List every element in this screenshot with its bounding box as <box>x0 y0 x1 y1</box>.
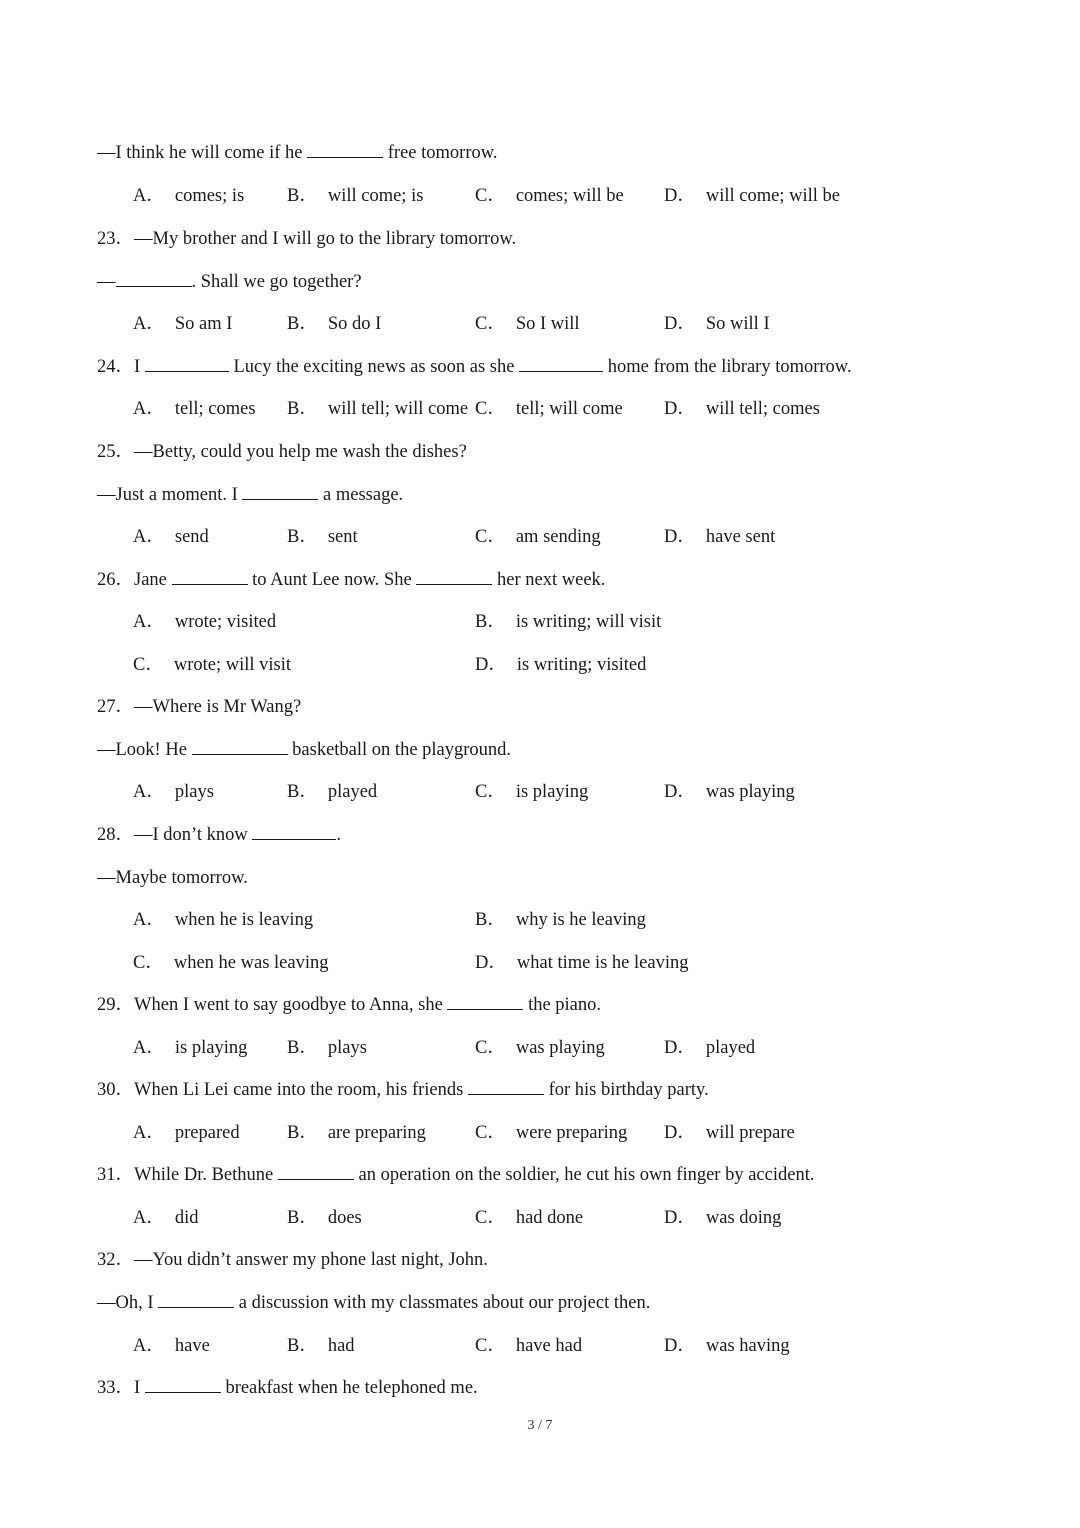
q32-option-a[interactable]: A． have <box>133 1336 210 1356</box>
q25-options <box>133 525 1033 549</box>
q23-reply: — . Shall we go together? <box>97 272 362 292</box>
q27-options <box>133 780 1033 804</box>
q22-option-d[interactable]: D． will come; will be <box>664 186 840 206</box>
q22-option-c[interactable]: C． comes; will be <box>475 186 624 206</box>
q22-options <box>133 184 1033 208</box>
q28-option-c[interactable]: C． when he was leaving <box>133 953 329 973</box>
q26-option-b[interactable]: B． is writing; will visit <box>475 612 662 632</box>
answer-blank <box>192 738 288 755</box>
q25-option-b[interactable]: B． sent <box>287 527 358 547</box>
q28-options-row2 <box>133 951 1033 975</box>
q23-option-b[interactable]: B． So do I <box>287 314 382 334</box>
q32-reply: —Oh, I a discussion with my classmates about our project then. <box>97 1293 651 1313</box>
q28-reply: —Maybe tomorrow. <box>97 868 248 888</box>
q24-option-c[interactable]: C． tell; will come <box>475 399 623 419</box>
q30-option-b[interactable]: B． are preparing <box>287 1123 426 1143</box>
q27-stem: 27．—Where is Mr Wang? <box>97 697 302 717</box>
answer-blank <box>145 355 229 372</box>
question-number: 24． <box>97 357 135 377</box>
answer-blank <box>447 993 523 1010</box>
q22-text: free tomorrow. <box>383 143 498 163</box>
question-number: 33． <box>97 1378 135 1398</box>
q23-option-a[interactable]: A． So am I <box>133 314 233 334</box>
q32-option-b[interactable]: B． had <box>287 1336 355 1356</box>
q25-reply: —Just a moment. I a message. <box>97 485 404 505</box>
q22-text: —I think he will come if he <box>97 143 308 163</box>
question-number: 32． <box>97 1250 135 1270</box>
answer-blank <box>307 141 383 158</box>
q32-stem: 32．—You didn’t answer my phone last night, John. <box>97 1250 488 1270</box>
q28-option-d[interactable]: D． what time is he leaving <box>475 953 689 973</box>
q25-option-a[interactable]: A． send <box>133 527 209 547</box>
q30-option-a[interactable]: A． prepared <box>133 1123 240 1143</box>
q22-option-b[interactable]: B． will come; is <box>287 186 424 206</box>
answer-blank <box>116 270 192 287</box>
q23-text: —My brother and I will go to the library tomorrow. <box>134 229 517 249</box>
q32-options <box>133 1334 1033 1358</box>
answer-blank <box>416 568 492 585</box>
q30-option-c[interactable]: C． were preparing <box>475 1123 628 1143</box>
q24-stem: 24．I Lucy the exciting news as soon as she home from the library tomorrow. <box>97 357 852 377</box>
q28-options-row1 <box>133 908 1033 932</box>
q29-option-c[interactable]: C． was playing <box>475 1038 605 1058</box>
q27-option-b[interactable]: B． played <box>287 782 378 802</box>
q28-option-b[interactable]: B． why is he leaving <box>475 910 646 930</box>
q22-line <box>97 141 498 165</box>
q26-options-row2 <box>133 653 1033 677</box>
q33-stem: 33．I breakfast when he telephoned me. <box>97 1378 478 1398</box>
answer-blank <box>468 1078 544 1095</box>
q31-option-a[interactable]: A． did <box>133 1208 199 1228</box>
q32-option-c[interactable]: C． have had <box>475 1336 583 1356</box>
q29-options <box>133 1036 1033 1060</box>
answer-blank <box>158 1291 234 1308</box>
q26-option-d[interactable]: D． is writing; visited <box>475 655 647 675</box>
question-number: 31． <box>97 1165 135 1185</box>
question-number: 25． <box>97 442 135 462</box>
page-number: 3 / 7 <box>527 1418 553 1433</box>
q28-stem: 28．—I don’t know . <box>97 825 342 845</box>
q22-option-a[interactable]: A． comes; is <box>133 186 245 206</box>
answer-blank <box>252 823 336 840</box>
q29-option-d[interactable]: D． played <box>664 1038 756 1058</box>
q24-options <box>133 397 1033 421</box>
q31-option-b[interactable]: B． does <box>287 1208 362 1228</box>
q28-option-a[interactable]: A． when he is leaving <box>133 910 314 930</box>
q27-option-c[interactable]: C． is playing <box>475 782 589 802</box>
q24-option-b[interactable]: B． will tell; will come <box>287 399 469 419</box>
answer-blank <box>172 568 248 585</box>
q27-option-a[interactable]: A． plays <box>133 782 214 802</box>
q31-option-d[interactable]: D． was doing <box>664 1208 782 1228</box>
question-number: 29． <box>97 995 135 1015</box>
q29-stem: 29．When I went to say goodbye to Anna, she the piano. <box>97 995 602 1015</box>
q26-stem: 26．Jane to Aunt Lee now. She her next week. <box>97 570 606 590</box>
question-number: 28． <box>97 825 135 845</box>
q29-option-a[interactable]: A． is playing <box>133 1038 248 1058</box>
answer-blank <box>519 355 603 372</box>
q31-stem: 31．While Dr. Bethune an operation on the soldier, he cut his own finger by accident. <box>97 1165 815 1185</box>
q25-option-d[interactable]: D． have sent <box>664 527 776 547</box>
answer-blank <box>145 1376 221 1393</box>
question-number: 27． <box>97 697 135 717</box>
q30-options <box>133 1121 1033 1145</box>
q24-option-d[interactable]: D． will tell; comes <box>664 399 820 419</box>
answer-blank <box>242 483 318 500</box>
answer-blank <box>278 1163 354 1180</box>
question-number: 26． <box>97 570 135 590</box>
question-number: 30． <box>97 1080 135 1100</box>
q26-option-c[interactable]: C． wrote; will visit <box>133 655 292 675</box>
q29-option-b[interactable]: B． plays <box>287 1038 367 1058</box>
q26-option-a[interactable]: A． wrote; visited <box>133 612 277 632</box>
q30-stem: 30．When Li Lei came into the room, his friends for his birthday party. <box>97 1080 709 1100</box>
q30-option-d[interactable]: D． will prepare <box>664 1123 795 1143</box>
q27-option-d[interactable]: D． was playing <box>664 782 795 802</box>
q32-option-d[interactable]: D． was having <box>664 1336 790 1356</box>
q24-option-a[interactable]: A． tell; comes <box>133 399 256 419</box>
q31-option-c[interactable]: C． had done <box>475 1208 584 1228</box>
q26-options-row1 <box>133 610 1033 634</box>
q23-stem <box>97 227 516 251</box>
q23-option-d[interactable]: D． So will I <box>664 314 770 334</box>
question-number: 23． <box>97 229 135 249</box>
q23-option-c[interactable]: C． So I will <box>475 314 580 334</box>
q25-option-c[interactable]: C． am sending <box>475 527 601 547</box>
q23-options <box>133 312 1033 336</box>
q25-stem: 25．—Betty, could you help me wash the dishes? <box>97 442 467 462</box>
q31-options <box>133 1206 1033 1230</box>
q27-reply: —Look! He basketball on the playground. <box>97 740 512 760</box>
